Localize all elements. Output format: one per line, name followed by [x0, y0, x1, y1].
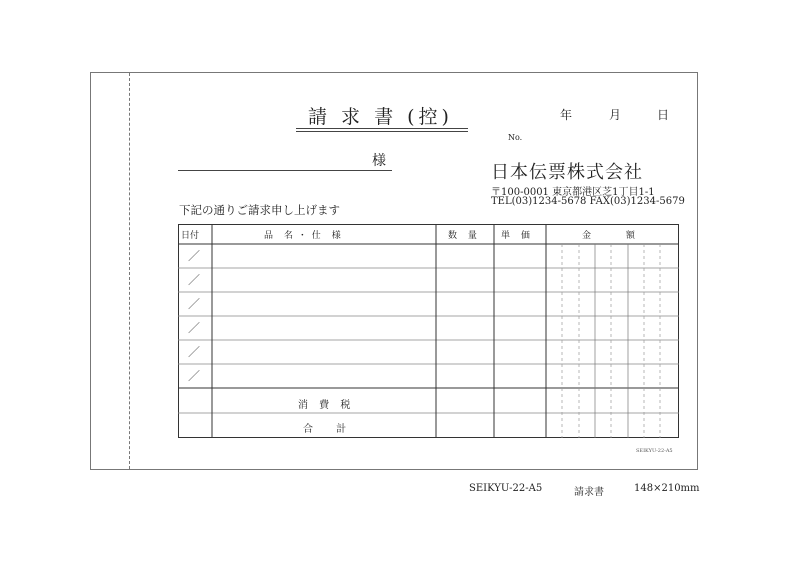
addressee-line — [178, 170, 392, 171]
date-slash: ／ — [188, 297, 201, 311]
title-underline-top — [296, 128, 468, 129]
number-label: No. — [508, 133, 523, 142]
date-year-label: 年 — [560, 108, 573, 122]
tax-label: 消 費 税 — [298, 400, 355, 411]
addressee-suffix: 様 — [372, 153, 386, 169]
total-label: 合 計 — [303, 424, 357, 435]
header-amount: 金 額 — [582, 231, 651, 241]
date-slash: ／ — [188, 321, 201, 335]
header-item: 品 名 ・ 仕 様 — [264, 231, 342, 241]
header-unit-price: 単 価 — [501, 231, 534, 241]
footer-name: 請求書 — [574, 487, 604, 498]
intro-text: 下記の通りご請求申し上げます — [179, 203, 340, 217]
company-address: 〒100-0001 東京都港区芝1丁目1-1 — [491, 187, 655, 198]
company-tel-fax: TEL(03)1234-5678 FAX(03)1234-5679 — [491, 196, 685, 207]
date-slash: ／ — [188, 249, 201, 263]
invoice-table — [178, 224, 679, 438]
header-date: 日付 — [181, 231, 200, 241]
date-month-label: 月 — [609, 108, 622, 122]
perforation-line — [129, 73, 130, 469]
date-slash: ／ — [188, 345, 201, 359]
table-grid — [178, 224, 679, 438]
company-name: 日本伝票株式会社 — [491, 162, 643, 183]
date-day-label: 日 — [657, 108, 670, 122]
footer-size: 148×210mm — [634, 483, 700, 494]
title-underline-bottom — [296, 131, 468, 132]
footer-code: SEIKYU-22-A5 — [469, 483, 543, 494]
form-title: 請 求 書 (控) — [308, 106, 453, 128]
date-slash: ／ — [188, 369, 201, 383]
form-code-small: SEIKYU-22-A5 — [636, 448, 673, 454]
header-quantity: 数 量 — [448, 231, 481, 241]
date-slash: ／ — [188, 273, 201, 287]
